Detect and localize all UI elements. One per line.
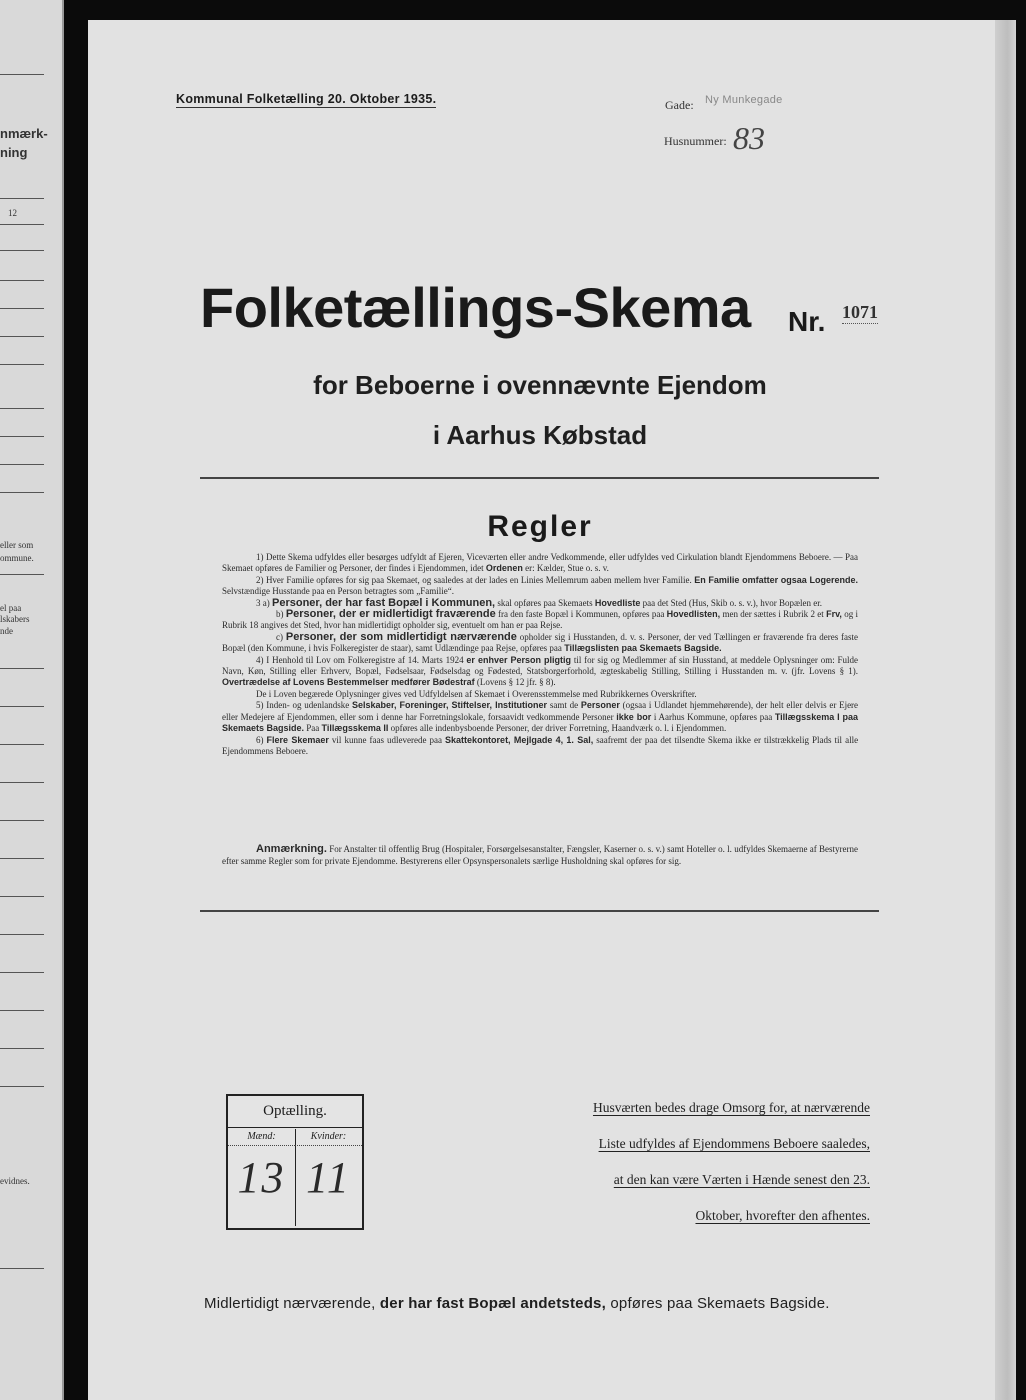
facing-rule xyxy=(0,574,44,575)
men-count: 13 xyxy=(237,1153,286,1202)
facing-rule xyxy=(0,1010,44,1011)
house-number-label: Husnummer: xyxy=(664,134,727,148)
street-label: Gade: xyxy=(665,98,694,112)
facing-fragment: eller som xyxy=(0,540,34,550)
rule-6: 6) Flere Skemaer vil kunne faas udleverede paa Skattekontoret, Mejlgade 4, 1. Sal, saafremt der paa det tilsendte Skema ikke er tilstrækkelig Plads til alle Ejendommens Beboere. xyxy=(222,734,859,756)
page-stack-edge xyxy=(995,20,1016,1400)
facing-rule xyxy=(0,744,44,745)
facing-rule xyxy=(0,820,44,821)
rule-2: 2) Hver Familie opføres for sig paa Skemaet, og saaledes at der lades en Linies Mellemrum aaben mellem hver Familie. En Familie omfatter ogsaa Logerende. Selvstændige Husstande paa en Person betragtes som „Familie“. xyxy=(222,574,858,597)
men-column xyxy=(228,1129,296,1226)
remark-label: Anmærkning. xyxy=(256,843,327,855)
rule-4: 4) I Henhold til Lov om Folkeregistre af 14. Marts 1924 er enhver Person pligtig til for sig og Medlemmer af sin Husstand, at meddele Oplysninger om: Fulde Navn, Køn, Stilling eller Erhverv, Bopæl, Fødselsaar, Fødselsdag og Fødested, Statsborgerforhold, ægteskabelig Stilling, Stilling i Husstanden m. v. (jfr. Lovens § 1). Overtrædelse af Lovens Bestemmelser medfører Bødestraf (Lovens § 12 jfr. § 8). xyxy=(222,654,859,688)
facing-rule xyxy=(0,1048,44,1049)
landlord-instruction-line: Liste udfyldes af Ejendommens Beboere saaledes, xyxy=(598,1136,870,1151)
facing-rule xyxy=(0,896,44,897)
landlord-instruction-line: Husværten bedes drage Omsorg for, at nærværende xyxy=(592,1100,870,1115)
facing-rule xyxy=(0,250,44,251)
facing-rule xyxy=(0,492,44,493)
facing-rule xyxy=(0,668,44,669)
facing-rule xyxy=(0,198,44,199)
rule-4-note: De i Loven begærede Oplysninger gives ved Udfyldelsen af Skemaet i Overensstemmelse med Rubrikkernes Overskrifter. xyxy=(256,688,697,699)
facing-rule xyxy=(0,364,44,365)
rule-1: 1) Dette Skema udfyldes eller besørges udfyldt af Ejeren, Viceværten eller andre Vedkommende, eller udfyldes ved Cirkulation blandt Ejendommens Beboere. — Paa Skemaet opføres de Familier og Personer, der findes i Ejendommen, idet Ordenen er: Kælder, Stue o. s. v. xyxy=(222,552,858,574)
facing-fragment: ning xyxy=(0,145,28,160)
rule-5: 5) Inden- og udenlandske Selskaber, Foreninger, Stiftelser, Institutioner samt de Personer (ogsaa i Udlandet hjemmehørende), der helt eller delvis er Ejere eller Medejere af Ejendommen, eller som i denne har Forretningslokale, forsaavidt vedkommende Personer ikke bor i Aarhus Kommune, opføres paa Tillægsskema I paa Skemaets Bagside. Paa Tillægsskema II opføres alle indenbysboende Personer, der driver Forretning, Haandværk o. l. i Ejendommen. xyxy=(222,700,859,734)
men-label: Mænd: xyxy=(228,1129,295,1146)
facing-rule xyxy=(0,308,44,309)
facing-fragment: 12 xyxy=(8,208,17,218)
facing-fragment: nmærk- xyxy=(0,126,48,141)
remark-text: For Anstalter til offentlig Brug (Hospitaler, Forsørgelsesanstalter, Fængsler, Kaserner o. s. v.) samt Hoteller o. l. udfyldes Skemaerne af Bestyrerne efter samme Regler som for private Ejendomme. Bestyrerens eller Opsynspersonalets særlige Husholdning skal opføres for sig. xyxy=(222,844,859,866)
count-box xyxy=(226,1094,364,1230)
facing-rule xyxy=(0,934,44,935)
facing-fragment: el paa xyxy=(0,603,22,613)
divider xyxy=(200,910,879,912)
facing-fragment: lskabers xyxy=(0,614,30,624)
facing-rule xyxy=(0,336,44,337)
remark-paragraph xyxy=(222,844,858,867)
facing-fragment: nde xyxy=(0,626,13,636)
women-count: 11 xyxy=(306,1153,351,1202)
landlord-instruction-line: Oktober, hvorefter den afhentes. xyxy=(695,1208,870,1223)
women-column xyxy=(295,1129,362,1226)
rule-3c: c) Personer, der som midlertidigt nærværende opholder sig i Husstanden, d. v. s. Personer, der ved Tællingen er fraværende fra deres faste Bopæl (den Kommune, i hvis Folkeregister de staar), samt Udlændinge paa Rejse, opføres paa Tillægslisten paa Skemaets Bagside. xyxy=(222,630,859,654)
facing-rule xyxy=(0,1268,44,1269)
form-title: Folketællings-Skema xyxy=(200,276,751,339)
house-number-value: 83 xyxy=(733,120,765,156)
footer-note: Midlertidigt nærværende, der har fast Bopæl andetsteds, opføres paa Skemaets Bagside. xyxy=(204,1295,830,1312)
rule-3b: b) Personer, der er midlertidigt fraværende fra den faste Bopæl i Kommunen, opføres paa Hovedlisten, men der sættes i Rubrik 2 et Frv, og i Rubrik 18 angives det Sted, hvor han midlertidigt opholder sig, eventuelt om han er paa Rejse. xyxy=(222,608,859,631)
facing-rule xyxy=(0,280,44,281)
facing-rule xyxy=(0,224,44,225)
facing-rule xyxy=(0,858,44,859)
rules-body xyxy=(222,552,858,757)
landlord-instruction-line: at den kan være Værten i Hænde senest den 23. xyxy=(613,1172,870,1187)
form-subtitle-city: i Aarhus Købstad xyxy=(432,420,648,450)
facing-rule xyxy=(0,706,44,707)
rule-3a: 3 a) Personer, der har fast Bopæl i Kommunen, skal opføres paa Skemaets Hovedliste paa det Sted (Hus, Skib o. s. v.), hvor Bopælen er. xyxy=(256,596,823,609)
women-label: Kvinder: xyxy=(295,1129,362,1146)
facing-rule xyxy=(0,972,44,973)
facing-fragment: ommune. xyxy=(0,553,34,563)
facing-rule xyxy=(0,1086,44,1087)
form-number-label: Nr. xyxy=(788,306,826,337)
form-subtitle: for Beboerne i ovennævnte Ejendom xyxy=(313,370,767,400)
count-box-title: Optælling. xyxy=(228,1096,362,1128)
street-value: Ny Munkegade xyxy=(705,94,783,106)
facing-rule xyxy=(0,436,44,437)
divider xyxy=(200,477,879,479)
form-number-value: 1071 xyxy=(842,302,878,322)
facing-page-edge xyxy=(0,0,64,1400)
rules-heading: Regler xyxy=(487,510,593,543)
facing-rule xyxy=(0,408,44,409)
facing-rule xyxy=(0,74,44,75)
facing-fragment: evidnes. xyxy=(0,1176,30,1186)
facing-rule xyxy=(0,782,44,783)
census-date-header: Kommunal Folketælling 20. Oktober 1935. xyxy=(176,92,437,106)
facing-rule xyxy=(0,464,44,465)
